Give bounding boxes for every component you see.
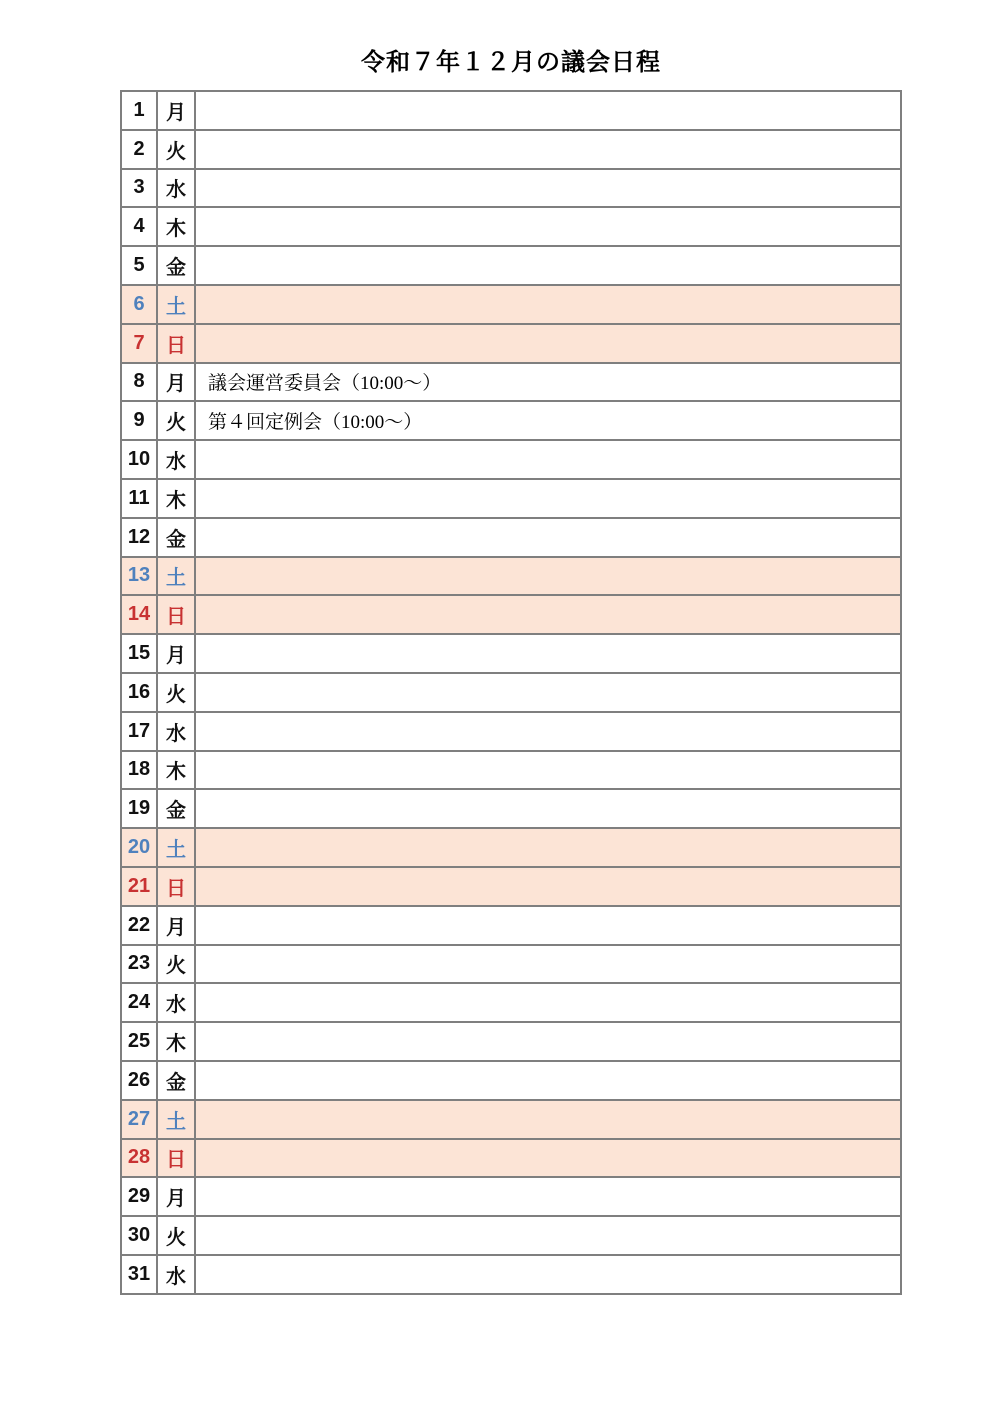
- weekday-cell: 火: [157, 673, 195, 712]
- day-number-cell: 3: [121, 169, 157, 208]
- event-cell: [195, 518, 901, 557]
- schedule-row: [121, 363, 901, 402]
- weekday-cell: 水: [157, 712, 195, 751]
- event-cell: [195, 440, 901, 479]
- event-cell: [195, 285, 901, 324]
- schedule-row: [121, 1100, 901, 1139]
- day-number-cell: 28: [121, 1139, 157, 1178]
- weekday-cell: 月: [157, 91, 195, 130]
- event-cell: [195, 246, 901, 285]
- weekday-cell: 金: [157, 789, 195, 828]
- event-cell: [195, 1139, 901, 1178]
- event-cell: [195, 1061, 901, 1100]
- day-number-cell: 2: [121, 130, 157, 169]
- event-cell: [195, 867, 901, 906]
- weekday-cell: 火: [157, 1216, 195, 1255]
- event-cell: [195, 557, 901, 596]
- day-number-cell: 12: [121, 518, 157, 557]
- weekday-cell: 水: [157, 440, 195, 479]
- event-cell: [195, 1216, 901, 1255]
- schedule-row: [121, 1139, 901, 1178]
- day-number-cell: 7: [121, 324, 157, 363]
- schedule-row: [121, 673, 901, 712]
- schedule-row: [121, 91, 901, 130]
- schedule-row: [121, 518, 901, 557]
- day-number-cell: 18: [121, 751, 157, 790]
- event-cell: [195, 906, 901, 945]
- day-number-cell: 29: [121, 1177, 157, 1216]
- event-cell: [195, 169, 901, 208]
- schedule-row: [121, 479, 901, 518]
- day-number-cell: 16: [121, 673, 157, 712]
- event-cell: [195, 945, 901, 984]
- event-cell: [195, 789, 901, 828]
- schedule-row: [121, 401, 901, 440]
- event-cell: [195, 91, 901, 130]
- schedule-row: [121, 440, 901, 479]
- event-cell: [195, 324, 901, 363]
- weekday-cell: 水: [157, 1255, 195, 1294]
- event-cell: [195, 1100, 901, 1139]
- day-number-cell: 31: [121, 1255, 157, 1294]
- weekday-cell: 火: [157, 401, 195, 440]
- day-number-cell: 20: [121, 828, 157, 867]
- event-cell: [195, 479, 901, 518]
- weekday-cell: 月: [157, 634, 195, 673]
- weekday-cell: 月: [157, 906, 195, 945]
- schedule-row: [121, 828, 901, 867]
- day-number-cell: 17: [121, 712, 157, 751]
- weekday-cell: 木: [157, 207, 195, 246]
- weekday-cell: 月: [157, 363, 195, 402]
- day-number-cell: 10: [121, 440, 157, 479]
- weekday-cell: 日: [157, 1139, 195, 1178]
- schedule-row: [121, 207, 901, 246]
- day-number-cell: 14: [121, 595, 157, 634]
- weekday-cell: 木: [157, 1022, 195, 1061]
- day-number-cell: 26: [121, 1061, 157, 1100]
- schedule-row: [121, 130, 901, 169]
- day-number-cell: 4: [121, 207, 157, 246]
- schedule-row: [121, 789, 901, 828]
- schedule-row: [121, 634, 901, 673]
- weekday-cell: 土: [157, 557, 195, 596]
- event-cell: [195, 634, 901, 673]
- day-number-cell: 1: [121, 91, 157, 130]
- weekday-cell: 土: [157, 828, 195, 867]
- day-number-cell: 15: [121, 634, 157, 673]
- schedule-row: [121, 945, 901, 984]
- day-number-cell: 13: [121, 557, 157, 596]
- weekday-cell: 日: [157, 595, 195, 634]
- schedule-row: [121, 712, 901, 751]
- day-number-cell: 11: [121, 479, 157, 518]
- weekday-cell: 金: [157, 1061, 195, 1100]
- day-number-cell: 19: [121, 789, 157, 828]
- day-number-cell: 8: [121, 363, 157, 402]
- event-cell: [195, 983, 901, 1022]
- weekday-cell: 木: [157, 751, 195, 790]
- weekday-cell: 日: [157, 867, 195, 906]
- event-cell: [195, 1255, 901, 1294]
- schedule-row: [121, 867, 901, 906]
- schedule-body: [121, 91, 901, 1294]
- day-number-cell: 27: [121, 1100, 157, 1139]
- event-cell: [195, 712, 901, 751]
- day-number-cell: 23: [121, 945, 157, 984]
- schedule-row: [121, 1022, 901, 1061]
- event-cell: 議会運営委員会（10:00～）: [195, 363, 901, 402]
- event-cell: [195, 751, 901, 790]
- event-cell: [195, 1177, 901, 1216]
- day-number-cell: 9: [121, 401, 157, 440]
- weekday-cell: 土: [157, 1100, 195, 1139]
- weekday-cell: 月: [157, 1177, 195, 1216]
- weekday-cell: 木: [157, 479, 195, 518]
- day-number-cell: 6: [121, 285, 157, 324]
- day-number-cell: 5: [121, 246, 157, 285]
- schedule-row: [121, 751, 901, 790]
- schedule-row: [121, 1255, 901, 1294]
- schedule-row: [121, 557, 901, 596]
- weekday-cell: 水: [157, 983, 195, 1022]
- day-number-cell: 25: [121, 1022, 157, 1061]
- schedule-row: [121, 1177, 901, 1216]
- day-number-cell: 24: [121, 983, 157, 1022]
- schedule-row: [121, 1216, 901, 1255]
- schedule-row: [121, 1061, 901, 1100]
- schedule-table: [120, 90, 902, 1295]
- event-cell: [195, 1022, 901, 1061]
- event-cell: [195, 595, 901, 634]
- schedule-row: [121, 906, 901, 945]
- schedule-row: [121, 169, 901, 208]
- day-number-cell: 21: [121, 867, 157, 906]
- event-cell: [195, 673, 901, 712]
- schedule-row: [121, 285, 901, 324]
- schedule-row: [121, 246, 901, 285]
- event-cell: [195, 828, 901, 867]
- weekday-cell: 土: [157, 285, 195, 324]
- event-cell: [195, 130, 901, 169]
- page-title: 令和７年１２月の議会日程: [361, 49, 661, 76]
- schedule-row: [121, 983, 901, 1022]
- event-cell: [195, 207, 901, 246]
- weekday-cell: 金: [157, 518, 195, 557]
- day-number-cell: 22: [121, 906, 157, 945]
- weekday-cell: 水: [157, 169, 195, 208]
- schedule-row: [121, 324, 901, 363]
- schedule-row: [121, 595, 901, 634]
- weekday-cell: 日: [157, 324, 195, 363]
- weekday-cell: 金: [157, 246, 195, 285]
- day-number-cell: 30: [121, 1216, 157, 1255]
- weekday-cell: 火: [157, 945, 195, 984]
- event-cell: 第４回定例会（10:00～）: [195, 401, 901, 440]
- weekday-cell: 火: [157, 130, 195, 169]
